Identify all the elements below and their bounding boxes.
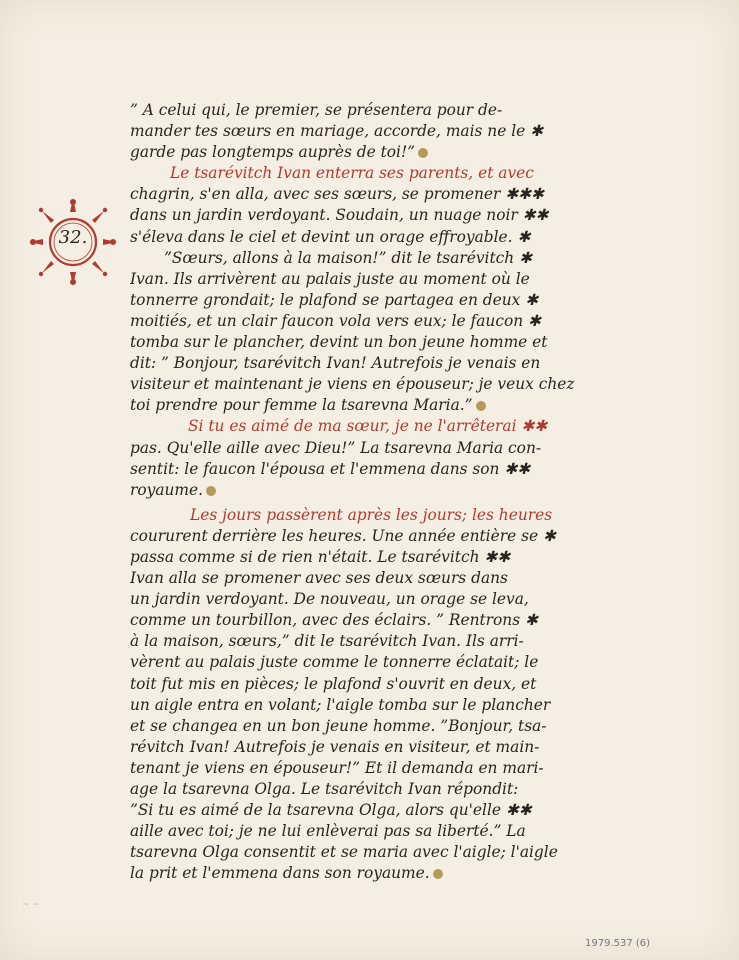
text-line: et se changea en un bon jeune homme. ”Bonjour, tsa- bbox=[130, 716, 547, 735]
text-line: révitch Ivan! Autrefois je venais en visiteur, et main- bbox=[130, 737, 540, 756]
text-line: vèrent au palais juste comme le tonnerre éclatait; le bbox=[130, 653, 539, 672]
paragraph-end-dot-icon bbox=[206, 486, 216, 496]
text-line: tonnerre grondait; le plafond se partagea en deux ✱ bbox=[130, 290, 539, 309]
text-line: passa comme si de rien n'était. Le tsarévitch ✱✱ bbox=[130, 547, 511, 566]
text-line: age la tsarevna Olga. Le tsarévitch Ivan répondit: bbox=[130, 780, 519, 798]
text-line: à la maison, sœurs,” dit le tsarévitch Ivan. Ils arri- bbox=[130, 632, 524, 651]
text-line: pas. Qu'elle aille avec Dieu!” La tsarevna Maria con- bbox=[130, 438, 542, 457]
paragraph-end-dot-icon bbox=[476, 401, 486, 411]
text-line: sentit: le faucon l'épousa et l'emmena dans son ✱✱ bbox=[130, 459, 531, 478]
text-line: comme un tourbillon, avec des éclairs. ” Rentrons ✱ bbox=[130, 611, 538, 630]
text-line: tomba sur le plancher, devint un bon jeune homme et bbox=[130, 333, 548, 352]
text-line: visiteur et maintenant je viens en épouseur; je veux chez bbox=[130, 375, 575, 394]
page-number: 32. bbox=[58, 227, 88, 248]
text-line: un jardin verdoyant. De nouveau, un orage se leva, bbox=[130, 590, 529, 609]
text-line: chagrin, s'en alla, avec ses sœurs, se promener ✱✱✱ bbox=[130, 185, 544, 204]
text-line: garde pas longtemps auprès de toi!” bbox=[130, 142, 625, 163]
text-line: coururent derrière les heures. Une année entière se ✱ bbox=[130, 526, 556, 545]
text-line: Les jours passèrent après les jours; les heures bbox=[190, 505, 553, 524]
text-line: tsarevna Olga consentit et se maria avec l'aigle; l'aigle bbox=[130, 843, 558, 862]
calligraphy-text bbox=[130, 100, 625, 884]
text-line: Ivan. Ils arrivèrent au palais juste au moment où le bbox=[130, 269, 530, 288]
accession-number: 1979.537 (6) bbox=[585, 938, 651, 949]
page-number-medallion bbox=[27, 196, 119, 288]
text-line: toi prendre pour femme la tsarevna Maria.” bbox=[130, 395, 625, 416]
text-line: tenant je viens en épouseur!” Et il demanda en mari- bbox=[130, 758, 544, 777]
paragraph-end-dot-icon bbox=[433, 869, 443, 879]
text-line: Si tu es aimé de ma sœur, je ne l'arrêterai ✱✱ bbox=[188, 417, 548, 436]
pencil-mark: ~ ~ bbox=[22, 900, 40, 910]
text-line: aille avec toi; je ne lui enlèverai pas sa liberté.” La bbox=[130, 822, 526, 841]
text-line: toit fut mis en pièces; le plafond s'ouvrit en deux, et bbox=[130, 674, 537, 693]
text-line: ”Sœurs, allons à la maison!” dit le tsarévitch ✱ bbox=[164, 248, 532, 267]
text-line: la prit et l'emmena dans son royaume. bbox=[130, 863, 625, 884]
text-line: mander tes sœurs en mariage, accorde, mais ne le ✱ bbox=[130, 122, 544, 141]
paragraph-end-dot-icon bbox=[418, 148, 428, 158]
text-line: dans un jardin verdoyant. Soudain, un nuage noir ✱✱ bbox=[130, 206, 549, 225]
text-line: ” A celui qui, le premier, se présentera pour de- bbox=[130, 101, 503, 119]
text-line: Ivan alla se promener avec ses deux sœurs dans bbox=[130, 569, 508, 588]
text-line: un aigle entra en volant; l'aigle tomba sur le plancher bbox=[130, 695, 551, 714]
text-line: moitiés, et un clair faucon vola vers eux; le faucon ✱ bbox=[130, 311, 541, 330]
text-line: s'éleva dans le ciel et devint un orage effroyable. ✱ bbox=[130, 227, 531, 246]
text-line: Le tsarévitch Ivan enterra ses parents, et avec bbox=[170, 164, 534, 183]
text-line: ”Si tu es aimé de la tsarevna Olga, alors qu'elle ✱✱ bbox=[130, 801, 532, 820]
text-line: royaume. bbox=[130, 480, 625, 501]
text-line: dit: ” Bonjour, tsarévitch Ivan! Autrefois je venais en bbox=[130, 354, 541, 373]
